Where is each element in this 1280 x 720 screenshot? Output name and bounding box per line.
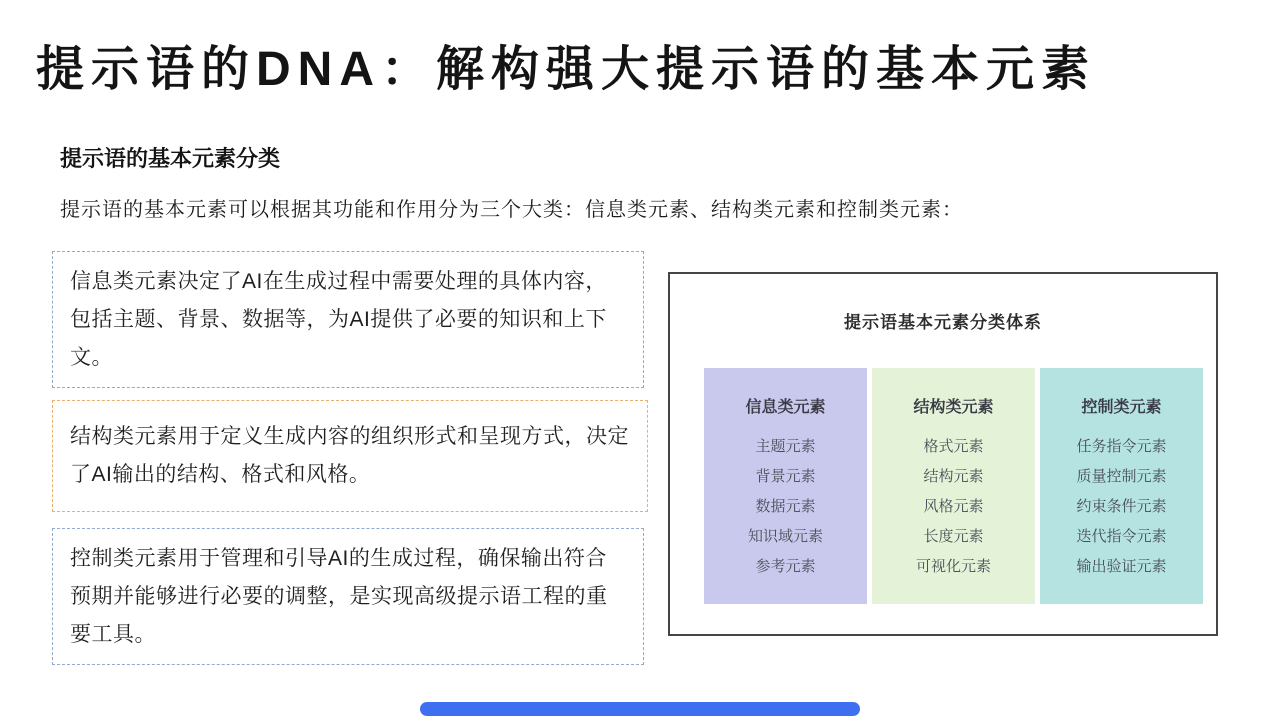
diagram-item: 知识域元素 xyxy=(747,528,823,545)
intro-text: 提示语的基本元素可以根据其功能和作用分为三个大类：信息类元素、结构类元素和控制类元素： xyxy=(60,199,963,221)
diagram-column-control-header: 控制类元素 xyxy=(1081,399,1162,416)
diagram-title: 提示语基本元素分类体系 xyxy=(844,313,1042,332)
callout-control-elements xyxy=(52,528,644,665)
callout-structure-text: 结构类元素用于定义生成内容的组织形式和呈现方式，决定了AI输出的结构、格式和风格。 xyxy=(70,425,629,486)
diagram-column-information-header: 信息类元素 xyxy=(745,399,826,416)
callout-information-text: 信息类元素决定了AI在生成过程中需要处理的具体内容，包括主题、背景、数据等，为AI提供了必要的知识和上下文。 xyxy=(70,269,607,369)
diagram-item: 主题元素 xyxy=(755,438,816,455)
diagram-item: 迭代指令元素 xyxy=(1076,528,1167,545)
diagram-item: 质量控制元素 xyxy=(1076,468,1167,485)
classification-diagram-panel xyxy=(668,272,1218,636)
callout-structure-elements xyxy=(52,400,648,512)
diagram-column-structure-header: 结构类元素 xyxy=(913,399,994,416)
diagram-item: 约束条件元素 xyxy=(1076,498,1167,515)
diagram-item: 长度元素 xyxy=(923,528,984,545)
diagram-item: 输出验证元素 xyxy=(1076,558,1167,575)
diagram-columns xyxy=(704,368,1203,604)
section-heading: 提示语的基本元素分类 xyxy=(60,146,281,171)
diagram-column-information-items xyxy=(704,432,867,582)
bottom-progress-indicator xyxy=(420,702,860,716)
diagram-column-structure-items xyxy=(872,432,1035,582)
diagram-column-structure xyxy=(872,368,1035,604)
diagram-item: 可视化元素 xyxy=(915,558,991,575)
diagram-item: 风格元素 xyxy=(923,498,984,515)
diagram-item: 背景元素 xyxy=(755,468,816,485)
diagram-item: 结构元素 xyxy=(923,468,984,485)
callout-control-text: 控制类元素用于管理和引导AI的生成过程，确保输出符合预期并能够进行必要的调整，是实现高级提示语工程的重要工具。 xyxy=(70,546,608,646)
diagram-item: 数据元素 xyxy=(755,498,816,515)
diagram-column-information xyxy=(704,368,867,604)
diagram-item: 参考元素 xyxy=(755,558,816,575)
diagram-column-control xyxy=(1040,368,1203,604)
diagram-item: 格式元素 xyxy=(923,438,984,455)
slide-title: 提示语的DNA：解构强大提示语的基本元素 xyxy=(36,43,1096,96)
diagram-item: 任务指令元素 xyxy=(1076,438,1167,455)
callout-information-elements xyxy=(52,251,644,388)
diagram-column-control-items xyxy=(1040,432,1203,582)
